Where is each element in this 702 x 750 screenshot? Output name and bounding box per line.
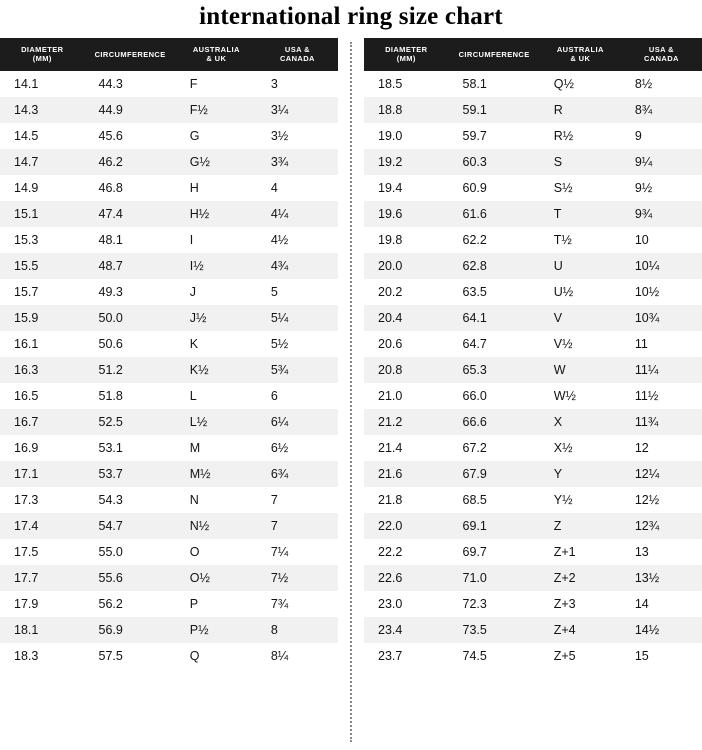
cell-diameter: 19.2 — [364, 149, 449, 175]
cell-circumference: 69.1 — [449, 513, 540, 539]
cell-australia-uk: I — [176, 227, 257, 253]
cell-australia-uk: Q½ — [540, 71, 621, 97]
table-row — [0, 97, 338, 123]
cell-circumference: 62.8 — [449, 253, 540, 279]
cell-diameter: 21.8 — [364, 487, 449, 513]
cell-australia-uk: J — [176, 279, 257, 305]
cell-circumference: 74.5 — [449, 643, 540, 669]
cell-diameter: 21.0 — [364, 383, 449, 409]
right-table-body — [364, 71, 702, 669]
table-row — [364, 71, 702, 97]
cell-circumference: 64.1 — [449, 305, 540, 331]
cell-australia-uk: H½ — [176, 201, 257, 227]
cell-australia-uk: Z+3 — [540, 591, 621, 617]
cell-circumference: 65.3 — [449, 357, 540, 383]
table-row — [364, 201, 702, 227]
cell-australia-uk: R½ — [540, 123, 621, 149]
table-row — [0, 305, 338, 331]
cell-usa-canada: 8¼ — [257, 643, 338, 669]
cell-circumference: 62.2 — [449, 227, 540, 253]
cell-australia-uk: P½ — [176, 617, 257, 643]
cell-circumference: 53.7 — [85, 461, 176, 487]
cell-australia-uk: I½ — [176, 253, 257, 279]
cell-circumference: 72.3 — [449, 591, 540, 617]
cell-circumference: 46.2 — [85, 149, 176, 175]
cell-usa-canada: 12½ — [621, 487, 702, 513]
cell-australia-uk: W — [540, 357, 621, 383]
cell-usa-canada: 9¼ — [621, 149, 702, 175]
table-row — [0, 513, 338, 539]
cell-usa-canada: 6 — [257, 383, 338, 409]
table-row — [0, 565, 338, 591]
cell-diameter: 16.9 — [0, 435, 85, 461]
cell-diameter: 21.2 — [364, 409, 449, 435]
cell-circumference: 49.3 — [85, 279, 176, 305]
cell-usa-canada: 3 — [257, 71, 338, 97]
cell-circumference: 51.8 — [85, 383, 176, 409]
cell-usa-canada: 7¾ — [257, 591, 338, 617]
cell-australia-uk: Z — [540, 513, 621, 539]
cell-diameter: 15.9 — [0, 305, 85, 331]
column-header-diameter-line2: (MM) — [32, 54, 52, 64]
table-row — [364, 383, 702, 409]
cell-usa-canada: 6¾ — [257, 461, 338, 487]
cell-usa-canada: 5¼ — [257, 305, 338, 331]
table-row — [0, 71, 338, 97]
column-header-usa-canada — [621, 38, 702, 71]
column-header-diameter — [0, 38, 85, 71]
table-row — [364, 279, 702, 305]
cell-diameter: 16.7 — [0, 409, 85, 435]
table-row — [364, 487, 702, 513]
table-row — [364, 149, 702, 175]
column-header-australia-uk-line2: & UK — [206, 54, 227, 64]
cell-australia-uk: G — [176, 123, 257, 149]
cell-australia-uk: R — [540, 97, 621, 123]
cell-usa-canada: 4¾ — [257, 253, 338, 279]
ring-size-chart-page — [0, 3, 702, 750]
cell-usa-canada: 7 — [257, 513, 338, 539]
table-row — [364, 565, 702, 591]
cell-usa-canada: 9 — [621, 123, 702, 149]
cell-diameter: 14.5 — [0, 123, 85, 149]
cell-circumference: 69.7 — [449, 539, 540, 565]
cell-usa-canada: 6½ — [257, 435, 338, 461]
cell-circumference: 50.6 — [85, 331, 176, 357]
cell-usa-canada: 15 — [621, 643, 702, 669]
table-row — [364, 175, 702, 201]
cell-australia-uk: O½ — [176, 565, 257, 591]
cell-circumference: 44.3 — [85, 71, 176, 97]
cell-australia-uk: T½ — [540, 227, 621, 253]
cell-usa-canada: 12¾ — [621, 513, 702, 539]
cell-circumference: 46.8 — [85, 175, 176, 201]
table-row — [364, 435, 702, 461]
table-row — [364, 253, 702, 279]
cell-usa-canada: 13½ — [621, 565, 702, 591]
cell-usa-canada: 5½ — [257, 331, 338, 357]
column-header-australia-uk-line1: AUSTRALIA — [192, 45, 240, 54]
cell-circumference: 56.2 — [85, 591, 176, 617]
cell-australia-uk: G½ — [176, 149, 257, 175]
cell-circumference: 57.5 — [85, 643, 176, 669]
cell-diameter: 15.5 — [0, 253, 85, 279]
cell-usa-canada: 10¾ — [621, 305, 702, 331]
cell-usa-canada: 12¼ — [621, 461, 702, 487]
cell-diameter: 23.7 — [364, 643, 449, 669]
column-header-circumference — [85, 38, 176, 71]
cell-diameter: 17.9 — [0, 591, 85, 617]
cell-usa-canada: 8 — [257, 617, 338, 643]
cell-usa-canada: 10¼ — [621, 253, 702, 279]
cell-diameter: 22.0 — [364, 513, 449, 539]
cell-australia-uk: S½ — [540, 175, 621, 201]
cell-diameter: 14.3 — [0, 97, 85, 123]
cell-usa-canada: 4½ — [257, 227, 338, 253]
cell-circumference: 50.0 — [85, 305, 176, 331]
cell-australia-uk: F½ — [176, 97, 257, 123]
right-table-head — [364, 38, 702, 71]
cell-australia-uk: J½ — [176, 305, 257, 331]
cell-australia-uk: Y — [540, 461, 621, 487]
cell-usa-canada: 11¼ — [621, 357, 702, 383]
left-size-table — [0, 38, 338, 669]
table-row — [0, 331, 338, 357]
cell-usa-canada: 9¾ — [621, 201, 702, 227]
cell-australia-uk: Z+4 — [540, 617, 621, 643]
table-row — [0, 279, 338, 305]
table-row — [0, 201, 338, 227]
column-header-usa-canada — [257, 38, 338, 71]
table-row — [364, 643, 702, 669]
column-header-australia-uk — [540, 38, 621, 71]
right-header-row — [364, 38, 702, 71]
cell-usa-canada: 14 — [621, 591, 702, 617]
cell-diameter: 17.3 — [0, 487, 85, 513]
cell-australia-uk: M — [176, 435, 257, 461]
table-row — [0, 487, 338, 513]
cell-usa-canada: 3½ — [257, 123, 338, 149]
cell-australia-uk: L½ — [176, 409, 257, 435]
table-row — [364, 409, 702, 435]
cell-diameter: 20.4 — [364, 305, 449, 331]
cell-usa-canada: 3¾ — [257, 149, 338, 175]
column-header-australia-uk-line1: AUSTRALIA — [556, 45, 604, 54]
column-header-circumference-line1: CIRCUMFERENCE — [94, 49, 166, 59]
cell-diameter: 18.1 — [0, 617, 85, 643]
table-row — [364, 123, 702, 149]
table-row — [0, 409, 338, 435]
table-row — [0, 175, 338, 201]
cell-circumference: 59.1 — [449, 97, 540, 123]
table-row — [0, 227, 338, 253]
cell-circumference: 63.5 — [449, 279, 540, 305]
table-row — [0, 617, 338, 643]
cell-australia-uk: L — [176, 383, 257, 409]
left-header-row — [0, 38, 338, 71]
cell-diameter: 17.7 — [0, 565, 85, 591]
table-row — [364, 461, 702, 487]
cell-diameter: 14.1 — [0, 71, 85, 97]
cell-usa-canada: 8¾ — [621, 97, 702, 123]
cell-usa-canada: 8½ — [621, 71, 702, 97]
column-header-circumference — [449, 38, 540, 71]
table-row — [0, 253, 338, 279]
cell-australia-uk: M½ — [176, 461, 257, 487]
cell-circumference: 45.6 — [85, 123, 176, 149]
cell-diameter: 22.6 — [364, 565, 449, 591]
cell-australia-uk: V — [540, 305, 621, 331]
cell-australia-uk: O — [176, 539, 257, 565]
cell-australia-uk: U — [540, 253, 621, 279]
cell-circumference: 58.1 — [449, 71, 540, 97]
left-table-head — [0, 38, 338, 71]
column-header-diameter-line1: DIAMETER — [385, 45, 428, 54]
cell-australia-uk: K — [176, 331, 257, 357]
cell-australia-uk: F — [176, 71, 257, 97]
cell-australia-uk: Q — [176, 643, 257, 669]
left-table-wrapper — [0, 38, 338, 669]
cell-circumference: 71.0 — [449, 565, 540, 591]
page-title: international ring size chart — [199, 3, 503, 30]
cell-australia-uk: V½ — [540, 331, 621, 357]
vertical-dotted-divider — [338, 38, 364, 742]
cell-diameter: 19.0 — [364, 123, 449, 149]
cell-circumference: 60.3 — [449, 149, 540, 175]
cell-diameter: 18.5 — [364, 71, 449, 97]
cell-usa-canada: 14½ — [621, 617, 702, 643]
tables-container — [0, 38, 702, 742]
cell-usa-canada: 11¾ — [621, 409, 702, 435]
table-row — [364, 331, 702, 357]
table-row — [0, 591, 338, 617]
cell-australia-uk: N½ — [176, 513, 257, 539]
cell-diameter: 19.6 — [364, 201, 449, 227]
column-header-australia-uk-line2: & UK — [570, 54, 591, 64]
cell-circumference: 55.6 — [85, 565, 176, 591]
cell-usa-canada: 10½ — [621, 279, 702, 305]
table-row — [364, 227, 702, 253]
cell-usa-canada: 4¼ — [257, 201, 338, 227]
cell-usa-canada: 11½ — [621, 383, 702, 409]
cell-diameter: 20.0 — [364, 253, 449, 279]
cell-circumference: 67.9 — [449, 461, 540, 487]
column-header-usa-canada-line1: USA & — [284, 45, 310, 54]
cell-australia-uk: K½ — [176, 357, 257, 383]
cell-australia-uk: Z+1 — [540, 539, 621, 565]
cell-circumference: 54.3 — [85, 487, 176, 513]
column-header-diameter — [364, 38, 449, 71]
table-row — [364, 591, 702, 617]
left-table-body — [0, 71, 338, 669]
cell-circumference: 51.2 — [85, 357, 176, 383]
cell-usa-canada: 5¾ — [257, 357, 338, 383]
cell-circumference: 60.9 — [449, 175, 540, 201]
cell-diameter: 14.7 — [0, 149, 85, 175]
cell-usa-canada: 12 — [621, 435, 702, 461]
cell-diameter: 23.0 — [364, 591, 449, 617]
cell-australia-uk: X½ — [540, 435, 621, 461]
cell-circumference: 67.2 — [449, 435, 540, 461]
column-header-usa-canada-line2: CANADA — [643, 54, 679, 64]
cell-usa-canada: 11 — [621, 331, 702, 357]
cell-diameter: 16.1 — [0, 331, 85, 357]
column-header-circumference-line1: CIRCUMFERENCE — [458, 49, 530, 59]
cell-circumference: 47.4 — [85, 201, 176, 227]
cell-diameter: 15.3 — [0, 227, 85, 253]
table-row — [364, 305, 702, 331]
cell-usa-canada: 4 — [257, 175, 338, 201]
cell-usa-canada: 3¼ — [257, 97, 338, 123]
cell-diameter: 21.4 — [364, 435, 449, 461]
cell-diameter: 17.5 — [0, 539, 85, 565]
cell-circumference: 66.6 — [449, 409, 540, 435]
cell-diameter: 16.5 — [0, 383, 85, 409]
cell-circumference: 52.5 — [85, 409, 176, 435]
table-row — [0, 539, 338, 565]
cell-diameter: 17.4 — [0, 513, 85, 539]
cell-circumference: 73.5 — [449, 617, 540, 643]
cell-diameter: 20.8 — [364, 357, 449, 383]
column-header-australia-uk — [176, 38, 257, 71]
cell-australia-uk: Z+5 — [540, 643, 621, 669]
cell-usa-canada: 6¼ — [257, 409, 338, 435]
cell-circumference: 64.7 — [449, 331, 540, 357]
cell-circumference: 66.0 — [449, 383, 540, 409]
cell-australia-uk: S — [540, 149, 621, 175]
column-header-diameter-line2: (MM) — [396, 54, 416, 64]
column-header-usa-canada-line1: USA & — [648, 45, 674, 54]
table-row — [364, 97, 702, 123]
table-row — [0, 123, 338, 149]
cell-australia-uk: Y½ — [540, 487, 621, 513]
cell-australia-uk: Z+2 — [540, 565, 621, 591]
table-row — [364, 513, 702, 539]
cell-australia-uk: X — [540, 409, 621, 435]
cell-usa-canada: 10 — [621, 227, 702, 253]
table-row — [364, 357, 702, 383]
cell-usa-canada: 5 — [257, 279, 338, 305]
cell-usa-canada: 7 — [257, 487, 338, 513]
cell-diameter: 20.6 — [364, 331, 449, 357]
cell-diameter: 18.8 — [364, 97, 449, 123]
cell-diameter: 15.7 — [0, 279, 85, 305]
table-row — [0, 461, 338, 487]
table-row — [0, 435, 338, 461]
cell-diameter: 21.6 — [364, 461, 449, 487]
table-row — [0, 357, 338, 383]
dotted-line — [350, 42, 352, 742]
right-size-table — [364, 38, 702, 669]
cell-diameter: 16.3 — [0, 357, 85, 383]
cell-australia-uk: W½ — [540, 383, 621, 409]
cell-diameter: 20.2 — [364, 279, 449, 305]
cell-circumference: 55.0 — [85, 539, 176, 565]
cell-diameter: 23.4 — [364, 617, 449, 643]
cell-usa-canada: 13 — [621, 539, 702, 565]
cell-circumference: 48.1 — [85, 227, 176, 253]
cell-australia-uk: U½ — [540, 279, 621, 305]
table-row — [0, 149, 338, 175]
table-row — [0, 383, 338, 409]
cell-circumference: 53.1 — [85, 435, 176, 461]
cell-usa-canada: 9½ — [621, 175, 702, 201]
table-row — [364, 617, 702, 643]
cell-circumference: 54.7 — [85, 513, 176, 539]
cell-australia-uk: P — [176, 591, 257, 617]
cell-diameter: 22.2 — [364, 539, 449, 565]
cell-circumference: 56.9 — [85, 617, 176, 643]
cell-diameter: 15.1 — [0, 201, 85, 227]
cell-australia-uk: N — [176, 487, 257, 513]
cell-australia-uk: H — [176, 175, 257, 201]
right-table-wrapper — [364, 38, 702, 669]
column-header-usa-canada-line2: CANADA — [279, 54, 315, 64]
cell-diameter: 19.8 — [364, 227, 449, 253]
cell-circumference: 61.6 — [449, 201, 540, 227]
cell-circumference: 44.9 — [85, 97, 176, 123]
table-row — [364, 539, 702, 565]
cell-diameter: 18.3 — [0, 643, 85, 669]
cell-diameter: 14.9 — [0, 175, 85, 201]
column-header-diameter-line1: DIAMETER — [21, 45, 64, 54]
cell-circumference: 48.7 — [85, 253, 176, 279]
cell-diameter: 19.4 — [364, 175, 449, 201]
cell-diameter: 17.1 — [0, 461, 85, 487]
cell-australia-uk: T — [540, 201, 621, 227]
cell-usa-canada: 7¼ — [257, 539, 338, 565]
cell-usa-canada: 7½ — [257, 565, 338, 591]
cell-circumference: 59.7 — [449, 123, 540, 149]
cell-circumference: 68.5 — [449, 487, 540, 513]
table-row — [0, 643, 338, 669]
